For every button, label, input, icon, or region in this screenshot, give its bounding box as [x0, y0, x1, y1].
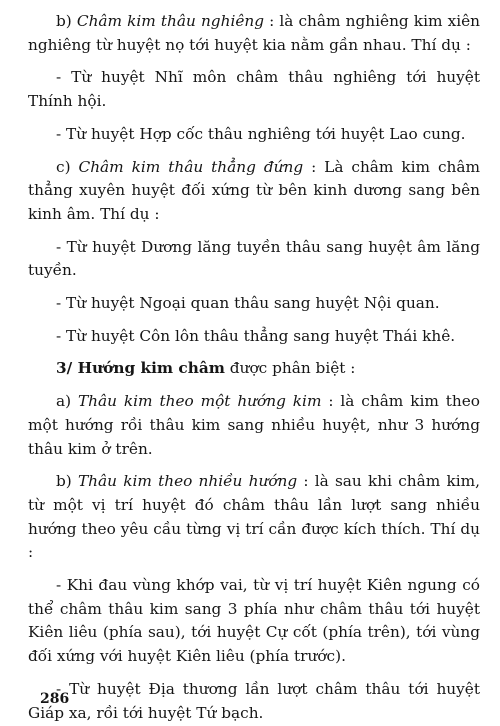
example-line: - Từ huyệt Hợp cốc thâu nghiêng tới huyệt Lao cung.: [56, 124, 466, 143]
term-italic: Thâu kim theo nhiều hướng: [77, 472, 298, 491]
paragraph-text: : là sau khi châm kim, từ một vị trí huyệt đó châm thâu lần lượt sang nhiều hướng theo yêu cầu từng vị trí cần được kích thích. Thí dụ :: [28, 472, 480, 562]
item-marker: a): [56, 392, 78, 411]
term-italic: Thâu kim theo một hướng kim: [77, 392, 322, 411]
paragraph-mot-huong: [28, 390, 480, 461]
example-line: - Từ huyệt Côn lôn thâu thẳng sang huyệt Thái khê.: [56, 326, 456, 345]
section-title: Hướng kim châm: [77, 359, 225, 378]
term-italic: Châm kim thâu nghiêng: [76, 12, 265, 30]
section-heading-huong-kim: [28, 357, 480, 381]
item-marker: b): [56, 472, 78, 491]
paragraph-nhieu-huong: [28, 470, 480, 565]
paragraph-text: : là châm nghiêng kim xiên nghiêng từ huyệt nọ tới huyệt kia nằm gần nhau. Thí dụ :: [28, 12, 480, 54]
example-line: - Từ huyệt Dương lăng tuyền thâu sang huyệt âm lăng tuyền.: [28, 237, 480, 280]
example-line: - Khi đau vùng khớp vai, từ vị trí huyệt Kiên ngung có thể châm thâu kim sang 3 phía như châm thâu tới huyệt Kiên liêu (phía sau), tới huyệt Cự cốt (phía trên), tới vùng đối xứng với huyệt Kiên liêu (phía trước).: [28, 576, 480, 666]
term-italic: Châm kim thâu thẳng đứng: [78, 157, 304, 176]
item-marker: c): [56, 157, 79, 176]
example-line: - Từ huyệt Địa thương lần lượt châm thâu tới huyệt Giáp xa, rồi tới huyệt Tứ bạch.: [28, 679, 480, 722]
item-marker: b): [56, 12, 77, 30]
example-line: - Từ huyệt Nhĩ môn châm thâu nghiêng tới huyệt Thính hội.: [28, 68, 480, 111]
paragraph-text: được phân biệt :: [224, 359, 356, 378]
paragraph-thau-nghieng: [28, 10, 480, 57]
paragraph-text: : Là châm kim châm thẳng xuyên huyệt đối xứng từ bên kinh dương sang bên kinh âm. Thí dụ :: [28, 157, 481, 223]
page-number: 286: [40, 691, 70, 707]
example-line: - Từ huyệt Ngoại quan thâu sang huyệt Nội quan.: [56, 294, 440, 313]
paragraph-thau-thang-dung: [28, 156, 480, 227]
section-number: 3/: [56, 359, 78, 378]
paragraph-text: : là châm kim theo một hướng rồi thâu kim sang nhiều huyệt, như 3 hướng thâu kim ở trên.: [28, 392, 481, 458]
